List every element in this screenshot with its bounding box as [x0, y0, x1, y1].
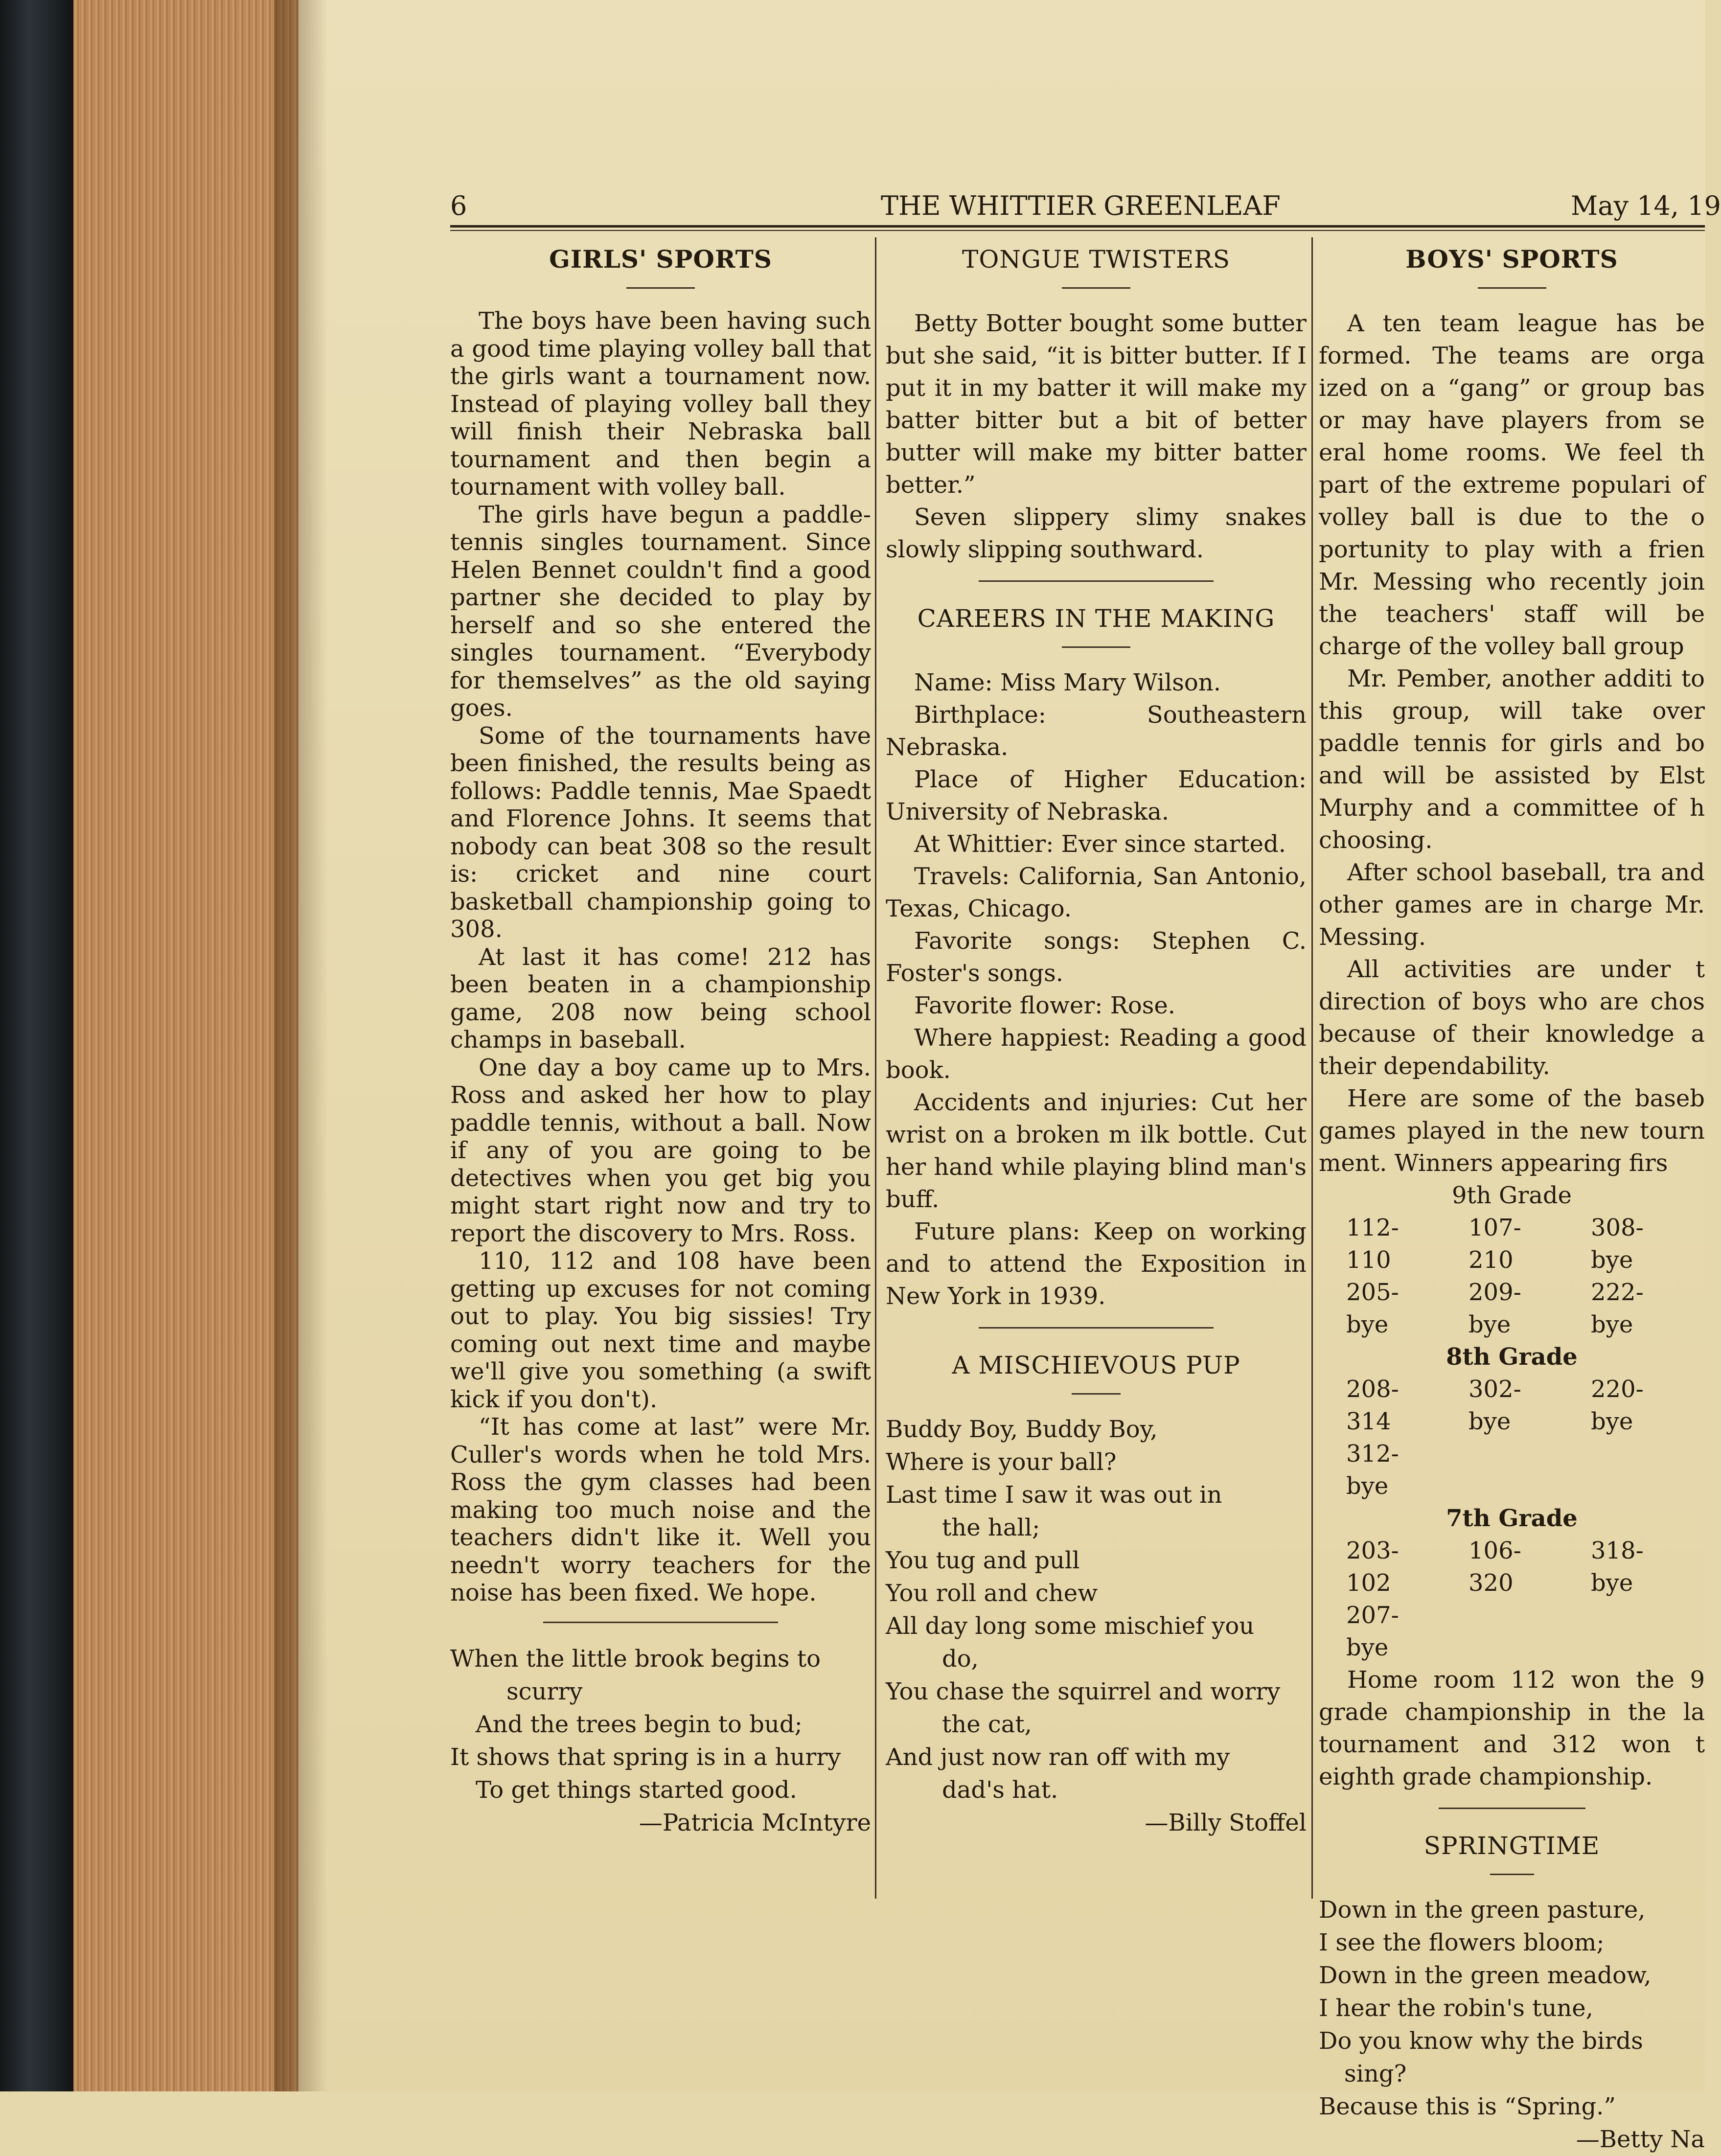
career-item: Name: Miss Mary Wilson. — [914, 669, 1221, 696]
page-edges — [73, 0, 298, 2091]
divider — [979, 1327, 1214, 1329]
score-row — [1319, 1373, 1705, 1438]
boys-sports-paragraph: A ten team league has be formed. The teams are orga ized on a “gang” or group bas or may have players from se eral home rooms. We feel th part of the extreme populari of volley ball is due to the o portunity to play with a frien Mr. Messing who recently join the teachers' staff will be charge of the volley ball group — [1319, 310, 1705, 660]
poem-line: You chase the squirrel and worry — [886, 1678, 1281, 1705]
divider — [979, 580, 1214, 582]
poem-line: I hear the robin's tune, — [1319, 1995, 1593, 2022]
gutter-shadow — [274, 0, 328, 2091]
career-item: Favorite songs: Stephen C. Foster's songs. — [886, 927, 1307, 987]
column-divider-1 — [875, 237, 876, 1899]
poem-line: You roll and chew — [886, 1580, 1098, 1607]
poem-line: It shows that spring is in a hurry — [450, 1743, 841, 1771]
page-number: 6 — [450, 190, 467, 221]
poem-line: And the trees begin to bud; — [476, 1710, 803, 1738]
career-item: Favorite flower: Rose. — [914, 992, 1176, 1019]
column-divider-2 — [1311, 237, 1313, 1899]
grade-label: 7th Grade — [1446, 1505, 1578, 1532]
column-boys-sports — [1319, 242, 1705, 2156]
poem-line: the cat, — [942, 1711, 1032, 1738]
column-middle — [886, 242, 1307, 1839]
poem-line: To get things started good. — [476, 1776, 797, 1804]
score: 203-102 — [1346, 1537, 1399, 1597]
score: 207-bye — [1346, 1602, 1399, 1661]
springtime-poem — [1319, 1894, 1705, 2123]
poem-line: When the little brook begins to — [450, 1645, 821, 1673]
score: 312-bye — [1346, 1440, 1399, 1500]
column-girls-sports — [450, 242, 871, 1839]
boys-sports-closing: Home room 112 won the 9 grade championship in the la tournament and 312 won t eighth grade championship. — [1319, 1666, 1705, 1790]
divider — [1062, 287, 1130, 289]
score-row — [1319, 1438, 1705, 1502]
boys-sports-paragraph: All activities are under t direction of boys who are chos because of their knowledge a their dependability. — [1319, 956, 1705, 1080]
poem-line: Last time I saw it was out in — [886, 1481, 1222, 1509]
boys-sports-paragraph: Here are some of the baseb games played in the new tourn ment. Winners appearing firs — [1319, 1085, 1705, 1177]
girls-sports-paragraph: 110, 112 and 108 have been getting up excuses for not coming out to play. You big sissies! Try coming out next time and maybe we'll give you something (a swift kick if you don't). — [450, 1247, 871, 1413]
divider — [1072, 1393, 1121, 1395]
divider — [543, 1622, 778, 1623]
poem-line: sing? — [1344, 2060, 1407, 2087]
tongue-twister: Betty Botter bought some butter but she said, “it is bitter butter. If I put it in my batter it will make my batter bitter but a bit of better butter will make my bitter batter better.” — [886, 310, 1307, 499]
pup-heading: A MISCHIEVOUS PUP — [952, 1351, 1240, 1379]
careers-heading: CAREERS IN THE MAKING — [917, 604, 1275, 633]
score-row — [1319, 1599, 1705, 1664]
score-row — [1319, 1212, 1705, 1276]
poem-line: Down in the green meadow, — [1319, 1962, 1652, 1989]
score-row — [1319, 1276, 1705, 1341]
poem-line: Where is your ball? — [886, 1448, 1117, 1476]
divider — [626, 287, 695, 289]
score: 209-bye — [1469, 1279, 1521, 1338]
career-item: Future plans: Keep on working and to attend the Exposition in New York in 1939. — [886, 1218, 1307, 1310]
girls-sports-paragraph: The boys have been having such a good time playing volley ball that the girls want a tournament now. Instead of playing volley ball they will finish their Nebraska ball tournament and then begin a tournament with volley ball. — [450, 307, 871, 501]
divider — [1490, 1874, 1534, 1875]
career-item: Place of Higher Education: University of Nebraska. — [886, 766, 1307, 826]
header-rule-thin — [450, 230, 1705, 231]
poem-line: do, — [942, 1645, 979, 1673]
career-item: At Whittier: Ever since started. — [914, 830, 1286, 858]
boys-sports-heading: BOYS' SPORTS — [1405, 245, 1618, 274]
poem-line: Do you know why the birds — [1319, 2027, 1643, 2055]
boys-sports-paragraph: Mr. Pember, another additi to this group, will take over paddle tennis for girls and bo and will be assisted by Elst Murphy and a committee of h choosing. — [1319, 665, 1705, 854]
girls-sports-paragraph: At last it has come! 212 has been beaten in a championship game, 208 now being school champs in baseball. — [450, 943, 871, 1054]
score: 208-314 — [1346, 1376, 1399, 1435]
poem-line: scurry — [506, 1677, 583, 1705]
girls-sports-paragraph: The girls have begun a paddle-tennis singles tournament. Since Helen Bennet couldn't find a good partner she decided to play by herself and so she entered the singles tournament. “Everybody for themselves” as the old saying goes. — [450, 501, 871, 722]
tongue-twisters-heading: TONGUE TWISTERS — [962, 245, 1231, 274]
poem-line: I see the flowers bloom; — [1319, 1929, 1605, 1956]
pup-poem — [886, 1413, 1307, 1807]
tongue-twister: Seven slippery slimy snakes slowly slipping southward. — [886, 504, 1307, 563]
book-binding — [0, 0, 73, 2091]
career-item: Travels: California, San Antonio, Texas, Chicago. — [886, 863, 1307, 922]
divider — [1062, 646, 1130, 648]
poem-line: the hall; — [942, 1514, 1040, 1541]
girls-sports-paragraph: One day a boy came up to Mrs. Ross and asked her how to play paddle tennis, without a ball. Now if any of you are going to be detectives when you get big you might start right now and try to report the discovery to Mrs. Ross. — [450, 1054, 871, 1247]
paper-title: THE WHITTIER GREENLEAF — [881, 190, 1281, 221]
career-item: Accidents and injuries: Cut her wrist on a broken m ilk bottle. Cut her hand while playing blind man's buff. — [886, 1089, 1307, 1213]
girls-sports-paragraph: Some of the tournaments have been finished, the results being as follows: Paddle tennis, Mae Spaedt and Florence Johns. It seems that nobody can beat 308 so the result is: cricket and nine court basketball championship going to 308. — [450, 722, 871, 943]
springtime-heading: SPRINGTIME — [1423, 1832, 1600, 1860]
poem-line: Down in the green pasture, — [1319, 1896, 1646, 1924]
issue-date: May 14, 19 — [1571, 190, 1721, 221]
score: 112-110 — [1346, 1214, 1399, 1274]
poem-line: dad's hat. — [942, 1776, 1058, 1804]
score: 107-210 — [1469, 1214, 1521, 1274]
page-header — [450, 188, 1721, 224]
poem-signature: —Betty Na — [1576, 2126, 1705, 2153]
score: 302-bye — [1469, 1376, 1521, 1435]
poem-signature: —Patricia McIntyre — [639, 1809, 871, 1836]
score: 106-320 — [1469, 1537, 1521, 1597]
poem-line: And just now ran off with my — [886, 1743, 1230, 1771]
score-row — [1319, 1535, 1705, 1599]
poem-line: Buddy Boy, Buddy Boy, — [886, 1416, 1158, 1443]
grade-label: 9th Grade — [1451, 1182, 1572, 1209]
divider — [1439, 1808, 1585, 1809]
poem-line: Because this is “Spring.” — [1319, 2093, 1616, 2120]
career-item: Birthplace: Southeastern Nebraska. — [886, 701, 1307, 761]
score: 318-bye — [1591, 1537, 1644, 1597]
poem-line: You tug and pull — [886, 1547, 1080, 1574]
grade-label: 8th Grade — [1446, 1343, 1578, 1371]
girls-sports-heading: GIRLS' SPORTS — [549, 245, 772, 274]
score: 220-bye — [1591, 1376, 1644, 1435]
poem-line: All day long some mischief you — [886, 1612, 1255, 1640]
girls-sports-paragraph: “It has come at last” were Mr. Culler's words when he told Mrs. Ross the gym classes had been making too much noise and the teachers didn't like it. Well you needn't worry teachers for the noise has been fixed. We hope. — [450, 1413, 871, 1606]
spring-poem — [450, 1643, 871, 1807]
divider — [1478, 287, 1546, 289]
score: 308-bye — [1591, 1214, 1644, 1274]
career-item: Where happiest: Reading a good book. — [886, 1024, 1307, 1084]
poem-signature: —Billy Stoffel — [1145, 1809, 1307, 1836]
score: 205-bye — [1346, 1279, 1399, 1338]
score: 222-bye — [1591, 1279, 1644, 1338]
boys-sports-paragraph: After school baseball, tra and other games are in charge Mr. Messing. — [1319, 859, 1705, 951]
header-rule — [450, 225, 1705, 228]
